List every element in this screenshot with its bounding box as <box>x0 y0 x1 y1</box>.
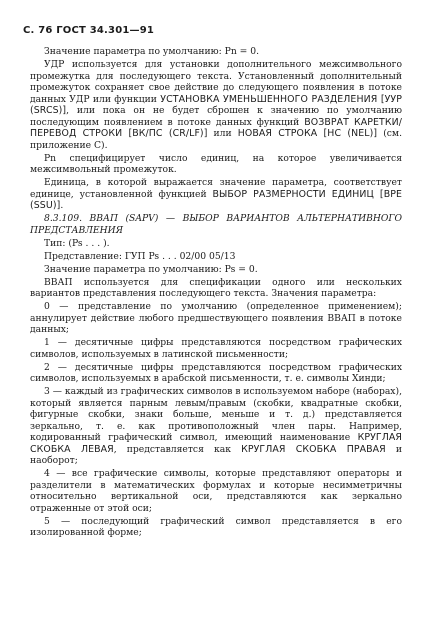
unit-paragraph: Единица, в которой выражается значение параметра, соответствует единице, установленной функцией ВЫБОР РАЗМЕРНОСТИ ЕДИНИЦ [ВРЕ (SSU)]. <box>30 177 402 211</box>
default-ps-line: Значение параметра по умолчанию: Ps = 0. <box>44 263 258 275</box>
function-name-ssu: ВЫБОР РАЗМЕРНОСТИ ЕДИНИЦ [ВРЕ (SSU)] <box>30 188 402 211</box>
function-name-nel: НОВАЯ СТРОКА [НС (NEL)] <box>237 128 378 139</box>
sapv-description-paragraph: ВВАП используется для спецификации одного или нескольких вариантов представления последующего текста. Значения параметра: <box>30 276 402 299</box>
section-heading: 8.3.109. ВВАП (SAPV) — ВЫБОР ВАРИАНТОВ АЛЬТЕРНАТИВНОГО ПРЕДСТАВЛЕНИЯ <box>30 213 402 236</box>
document-body <box>30 46 402 540</box>
value-0-paragraph: 0 — представление по умолчанию (определенное применением); аннулирует действие любого предшествующего появления ВВАП в потоке данных; <box>30 301 402 335</box>
function-name-crlf: ВОЗВРАТ КАРЕТКИ/ПЕРЕВОД СТРОКИ [ВК/ПС (CR/LF)] <box>30 116 403 139</box>
page-header: С. 76 ГОСТ 34.301—91 <box>23 25 155 36</box>
symbol-name-left-paren: КРУГЛАЯ СКОБКА ЛЕВАЯ <box>30 432 402 455</box>
type-line: Тип: (Ps . . . ). <box>44 237 110 249</box>
symbol-name-right-paren: КРУГЛАЯ СКОБКА ПРАВАЯ <box>241 443 386 455</box>
value-3-paragraph: 3 — каждый из графических символов в используемом наборе (наборах), который является парным левым/правым (скобки, квадратные скобки, фигурные скобки, знаки больше, меньше и т. д.) представляется зеркально, т. е. как противоположный член пары. Например, кодированный графический символ, имеющий наименование КРУГЛАЯ СКОБКА ЛЕВАЯ, представляется как КРУГЛАЯ СКОБКА ПРАВАЯ и наоборот; <box>30 386 403 466</box>
value-4-paragraph: 4 — все графические символы, которые представляют операторы и разделители в математических формулах и которые несимметричны относительно вертикальной оси, представляются как зеркально отраженные от этой оси; <box>30 468 402 514</box>
pn-spec-paragraph: Pn специфицирует число единиц, на которое увеличивается межсимвольный промежуток. <box>30 152 402 175</box>
value-2-paragraph: 2 — десятичные цифры представляются посредством графических символов, используемых в арабской письменности, т. е. символы Хинди; <box>30 361 402 384</box>
representation-line: Представление: ГУП Ps . . . 02/00 05/13 <box>44 250 236 262</box>
default-pn-paragraph: Значение параметра по умолчанию: Pn = 0. <box>44 46 260 57</box>
value-5-paragraph: 5 — последующий графический символ представляется в его изолированной форме; <box>30 515 402 538</box>
value-1-paragraph: 1 — десятичные цифры представляются посредством графических символов, используемых в латинской письменности; <box>30 337 402 360</box>
udr-description-paragraph: УДР используется для установки дополнительного межсимвольного промежутка для последующего текста. Установленный дополнительный промежуток сохраняет свое действие до следующего появления в потоке данных УДР или функции УСТАНОВКА УМЕНЬШЕННОГО РАЗДЕЛЕНИЯ [УУР (SRCS)], или пока он не будет сброшен к значению по умолчанию последующим появлением в потоке данных функций ВОЗВРАТ КАРЕТКИ/ПЕРЕВОД СТРОКИ [ВК/ПС (CR/LF)] или НОВАЯ СТРОКА [НС (NEL)] (см. приложение С). <box>30 59 403 151</box>
function-name-srcs: УСТАНОВКА УМЕНЬШЕННОГО РАЗДЕЛЕНИЯ [УУР (SRCS)] <box>30 93 402 116</box>
